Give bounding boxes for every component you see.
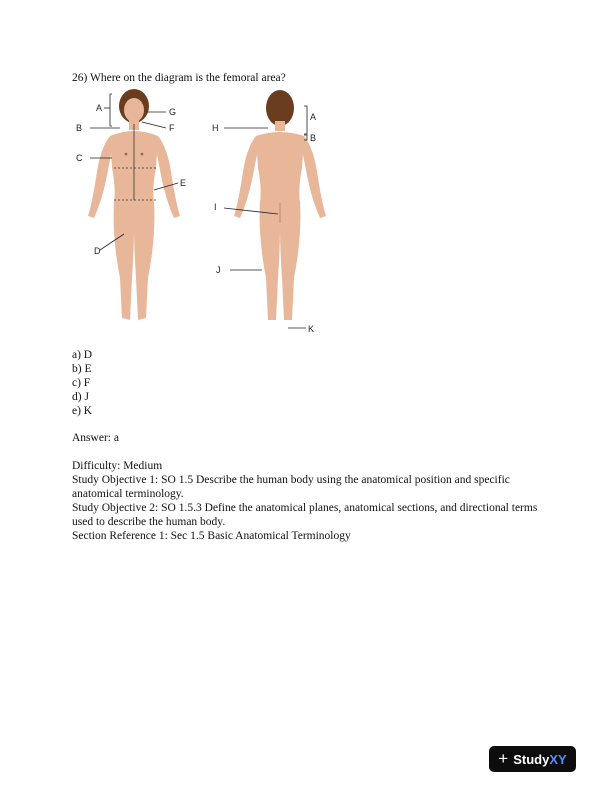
label-c: C <box>76 153 83 163</box>
plus-icon: + <box>498 749 509 768</box>
choice-a: a) D <box>72 349 93 361</box>
label-a-front: A <box>96 103 103 113</box>
brand-name-left: Study <box>513 751 550 767</box>
brand-name-right: XY <box>549 751 567 767</box>
label-k: K <box>308 324 315 334</box>
label-i: I <box>214 202 217 212</box>
label-g: G <box>169 107 177 117</box>
label-a-back: A <box>310 112 317 122</box>
answer-choices <box>72 348 92 418</box>
anatomy-diagram <box>72 88 342 338</box>
label-j: J <box>216 265 221 275</box>
section-reference: Section Reference 1: Sec 1.5 Basic Anatomical Terminology <box>72 530 351 542</box>
choice-e: e) K <box>72 405 93 417</box>
label-b-back: B <box>310 133 317 143</box>
label-f: F <box>169 123 175 133</box>
difficulty: Difficulty: Medium <box>72 460 163 472</box>
label-e: E <box>180 178 187 188</box>
answer-text: Answer: a <box>72 432 119 444</box>
study-objective-2: Study Objective 2: SO 1.5.3 Define the anatomical planes, anatomical sections, and directional terms used to describe the human body. <box>72 502 538 528</box>
label-b-front: B <box>76 123 83 133</box>
studyxy-logo[interactable] <box>489 746 576 772</box>
posterior-figure <box>234 90 326 320</box>
question-metadata <box>72 459 542 543</box>
anterior-figure <box>88 89 180 320</box>
label-h: H <box>212 123 219 133</box>
study-objective-1: Study Objective 1: SO 1.5 Describe the human body using the anatomical position and specific anatomical terminology. <box>72 474 510 500</box>
label-d: D <box>94 246 101 256</box>
choice-b: b) E <box>72 363 92 375</box>
choice-c: c) F <box>72 377 91 389</box>
question-text: 26) Where on the diagram is the femoral area? <box>72 72 286 84</box>
choice-d: d) J <box>72 391 89 403</box>
